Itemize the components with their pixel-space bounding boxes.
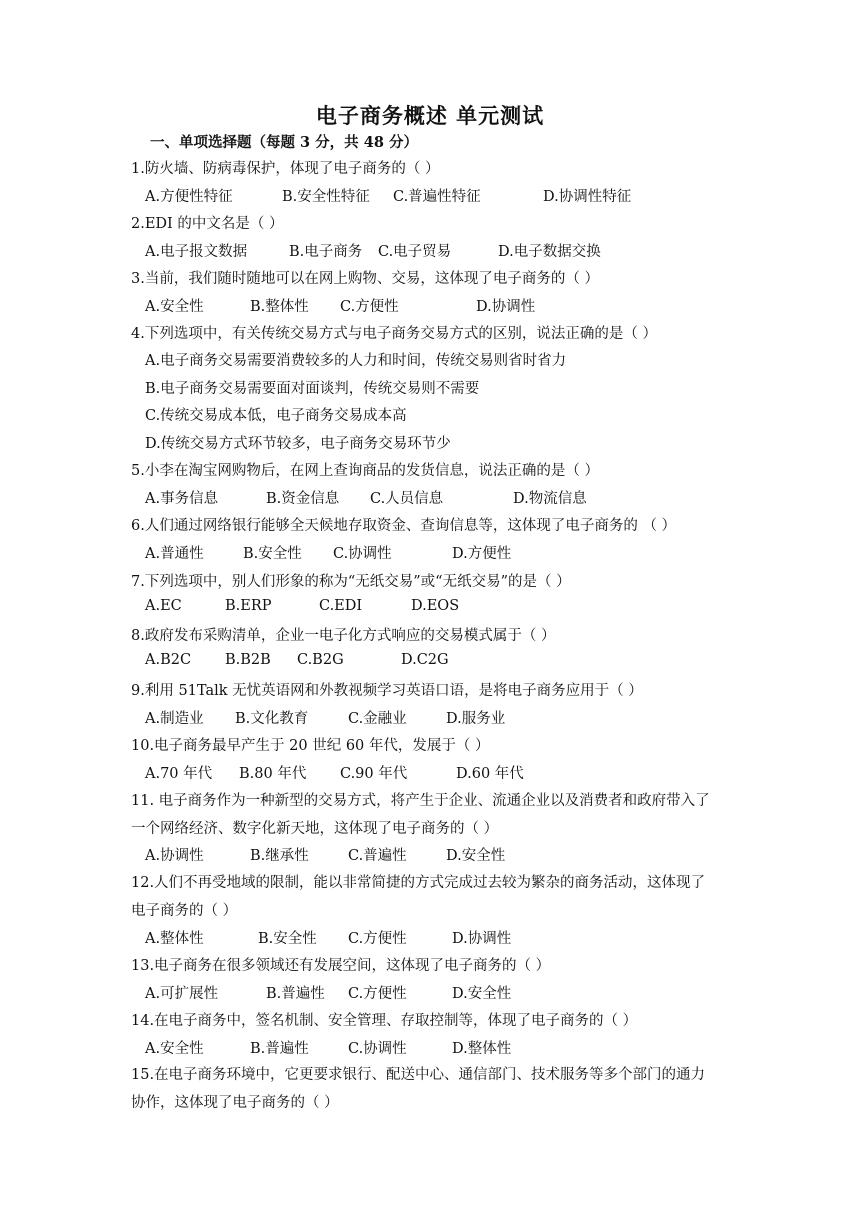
- question-12-option-a: A.整体性: [145, 931, 204, 947]
- question-10-option-a: A.70 年代: [145, 766, 213, 782]
- question-12-option-d: D.协调性: [452, 931, 512, 947]
- question-11-option-d: D.安全性: [446, 848, 506, 864]
- question-7-option-c: C.EDI: [319, 598, 363, 614]
- question-9-option-b: B.文化教育: [235, 711, 309, 727]
- question-11-option-c: C.普遍性: [348, 848, 407, 864]
- question-9-option-a: A.制造业: [145, 711, 204, 727]
- question-8-option-b: B.B2B: [225, 652, 271, 668]
- question-1-option-a: A.方便性特征: [145, 189, 233, 205]
- question-11-option-a: A.协调性: [145, 848, 204, 864]
- question-6-option-c: C.协调性: [333, 546, 392, 562]
- page-title: 电子商务概述 单元测试: [315, 103, 545, 128]
- question-5-option-d: D.物流信息: [513, 491, 587, 507]
- question-9-option-d: D.服务业: [446, 711, 506, 727]
- question-8-option-a: A.B2C: [145, 652, 192, 668]
- question-4-option-c: C.传统交易成本低，电子商务交易成本高: [145, 408, 407, 424]
- question-6-option-d: D.方便性: [452, 546, 512, 562]
- question-1-stem: 1.防火墙、防病毒保护，体现了电子商务的（ ）: [131, 161, 440, 177]
- question-14-stem: 14.在电子商务中，签名机制、安全管理、存取控制等，体现了电子商务的（ ）: [131, 1013, 638, 1029]
- question-3-option-d: D.协调性: [476, 299, 536, 315]
- question-12-option-c: C.方便性: [348, 931, 407, 947]
- question-4-option-d: D.传统交易方式环节较多，电子商务交易环节少: [145, 436, 451, 452]
- question-4-option-b: B.电子商务交易需要面对面谈判，传统交易则不需要: [145, 381, 480, 397]
- question-15-stem: 15.在电子商务环境中，它更要求银行、配送中心、通信部门、技术服务等多个部门的通力: [131, 1067, 706, 1083]
- section-heading: 一、单项选择题（每题 3 分，共 48 分）: [150, 134, 418, 151]
- question-11-option-b: B.继承性: [250, 848, 309, 864]
- question-13-option-c: C.方便性: [348, 986, 407, 1002]
- question-9-option-c: C.金融业: [348, 711, 407, 727]
- question-13-stem: 13.电子商务在很多领域还有发展空间，这体现了电子商务的（ ）: [131, 958, 551, 974]
- question-6-option-b: B.安全性: [243, 546, 302, 562]
- question-13-option-b: B.普遍性: [266, 986, 325, 1002]
- question-13-option-a: A.可扩展性: [145, 986, 219, 1002]
- question-8-option-c: C.B2G: [297, 652, 344, 668]
- question-3-stem: 3.当前，我们随时随地可以在网上购物、交易，这体现了电子商务的（ ）: [131, 271, 599, 287]
- question-6-option-a: A.普通性: [145, 546, 204, 562]
- question-2-stem: 2.EDI 的中文名是（ ）: [131, 216, 284, 232]
- question-5-stem: 5.小李在淘宝网购物后，在网上查询商品的发货信息，说法正确的是（ ）: [131, 463, 599, 479]
- question-15-stem: 协作，这体现了电子商务的（ ）: [131, 1095, 339, 1111]
- question-3-option-b: B.整体性: [250, 299, 309, 315]
- question-14-option-c: C.协调性: [348, 1041, 407, 1057]
- question-3-option-a: A.安全性: [145, 299, 204, 315]
- question-4-option-a: A.电子商务交易需要消费较多的人力和时间，传统交易则省时省力: [145, 353, 567, 369]
- question-7-option-a: A.EC: [145, 598, 182, 614]
- question-7-option-d: D.EOS: [411, 598, 460, 614]
- question-1-option-d: D.协调性特征: [543, 189, 632, 205]
- question-5-option-c: C.人员信息: [370, 491, 444, 507]
- question-1-option-b: B.安全性特征: [282, 189, 370, 205]
- question-10-option-b: B.80 年代: [239, 766, 307, 782]
- question-2-option-a: A.电子报文数据: [145, 244, 248, 260]
- question-5-option-a: A.事务信息: [145, 491, 219, 507]
- question-4-stem: 4.下列选项中，有关传统交易方式与电子商务交易方式的区别，说法正确的是（ ）: [131, 326, 657, 342]
- question-12-option-b: B.安全性: [258, 931, 317, 947]
- question-5-option-b: B.资金信息: [266, 491, 340, 507]
- question-11-stem: 11. 电子商务作为一种新型的交易方式，将产生于企业、流通企业以及消费者和政府带入了: [131, 793, 710, 809]
- question-1-option-c: C.普遍性特征: [393, 189, 481, 205]
- question-2-option-b: B.电子商务: [289, 244, 363, 260]
- question-7-option-b: B.ERP: [225, 598, 272, 614]
- question-8-stem: 8.政府发布采购清单，企业一电子化方式响应的交易模式属于（ ）: [131, 628, 556, 644]
- question-6-stem: 6.人们通过网络银行能够全天候地存取资金、查询信息等，这体现了电子商务的 （ ）: [131, 518, 677, 534]
- question-8-option-d: D.C2G: [401, 652, 449, 668]
- question-2-option-d: D.电子数据交换: [498, 244, 601, 260]
- question-10-option-c: C.90 年代: [340, 766, 408, 782]
- question-9-stem: 9.利用 51Talk 无忧英语网和外教视频学习英语口语，是将电子商务应用于（ ）: [131, 683, 643, 699]
- question-10-option-d: D.60 年代: [456, 766, 524, 782]
- question-14-option-b: B.普遍性: [250, 1041, 309, 1057]
- question-14-option-d: D.整体性: [452, 1041, 512, 1057]
- question-12-stem: 电子商务的（ ）: [131, 903, 238, 919]
- question-10-stem: 10.电子商务最早产生于 20 世纪 60 年代，发展于（ ）: [131, 738, 490, 754]
- question-2-option-c: C.电子贸易: [378, 244, 452, 260]
- question-13-option-d: D.安全性: [452, 986, 512, 1002]
- question-12-stem: 12.人们不再受地域的限制，能以非常简捷的方式完成过去较为繁杂的商务活动，这体现了: [131, 875, 706, 891]
- question-3-option-c: C.方便性: [340, 299, 399, 315]
- question-7-stem: 7.下列选项中，别人们形象的称为“无纸交易”或“无纸交易”的是（ ）: [131, 574, 571, 590]
- question-11-stem: 一个网络经济、数字化新天地，这体现了电子商务的（ ）: [131, 821, 499, 837]
- question-14-option-a: A.安全性: [145, 1041, 204, 1057]
